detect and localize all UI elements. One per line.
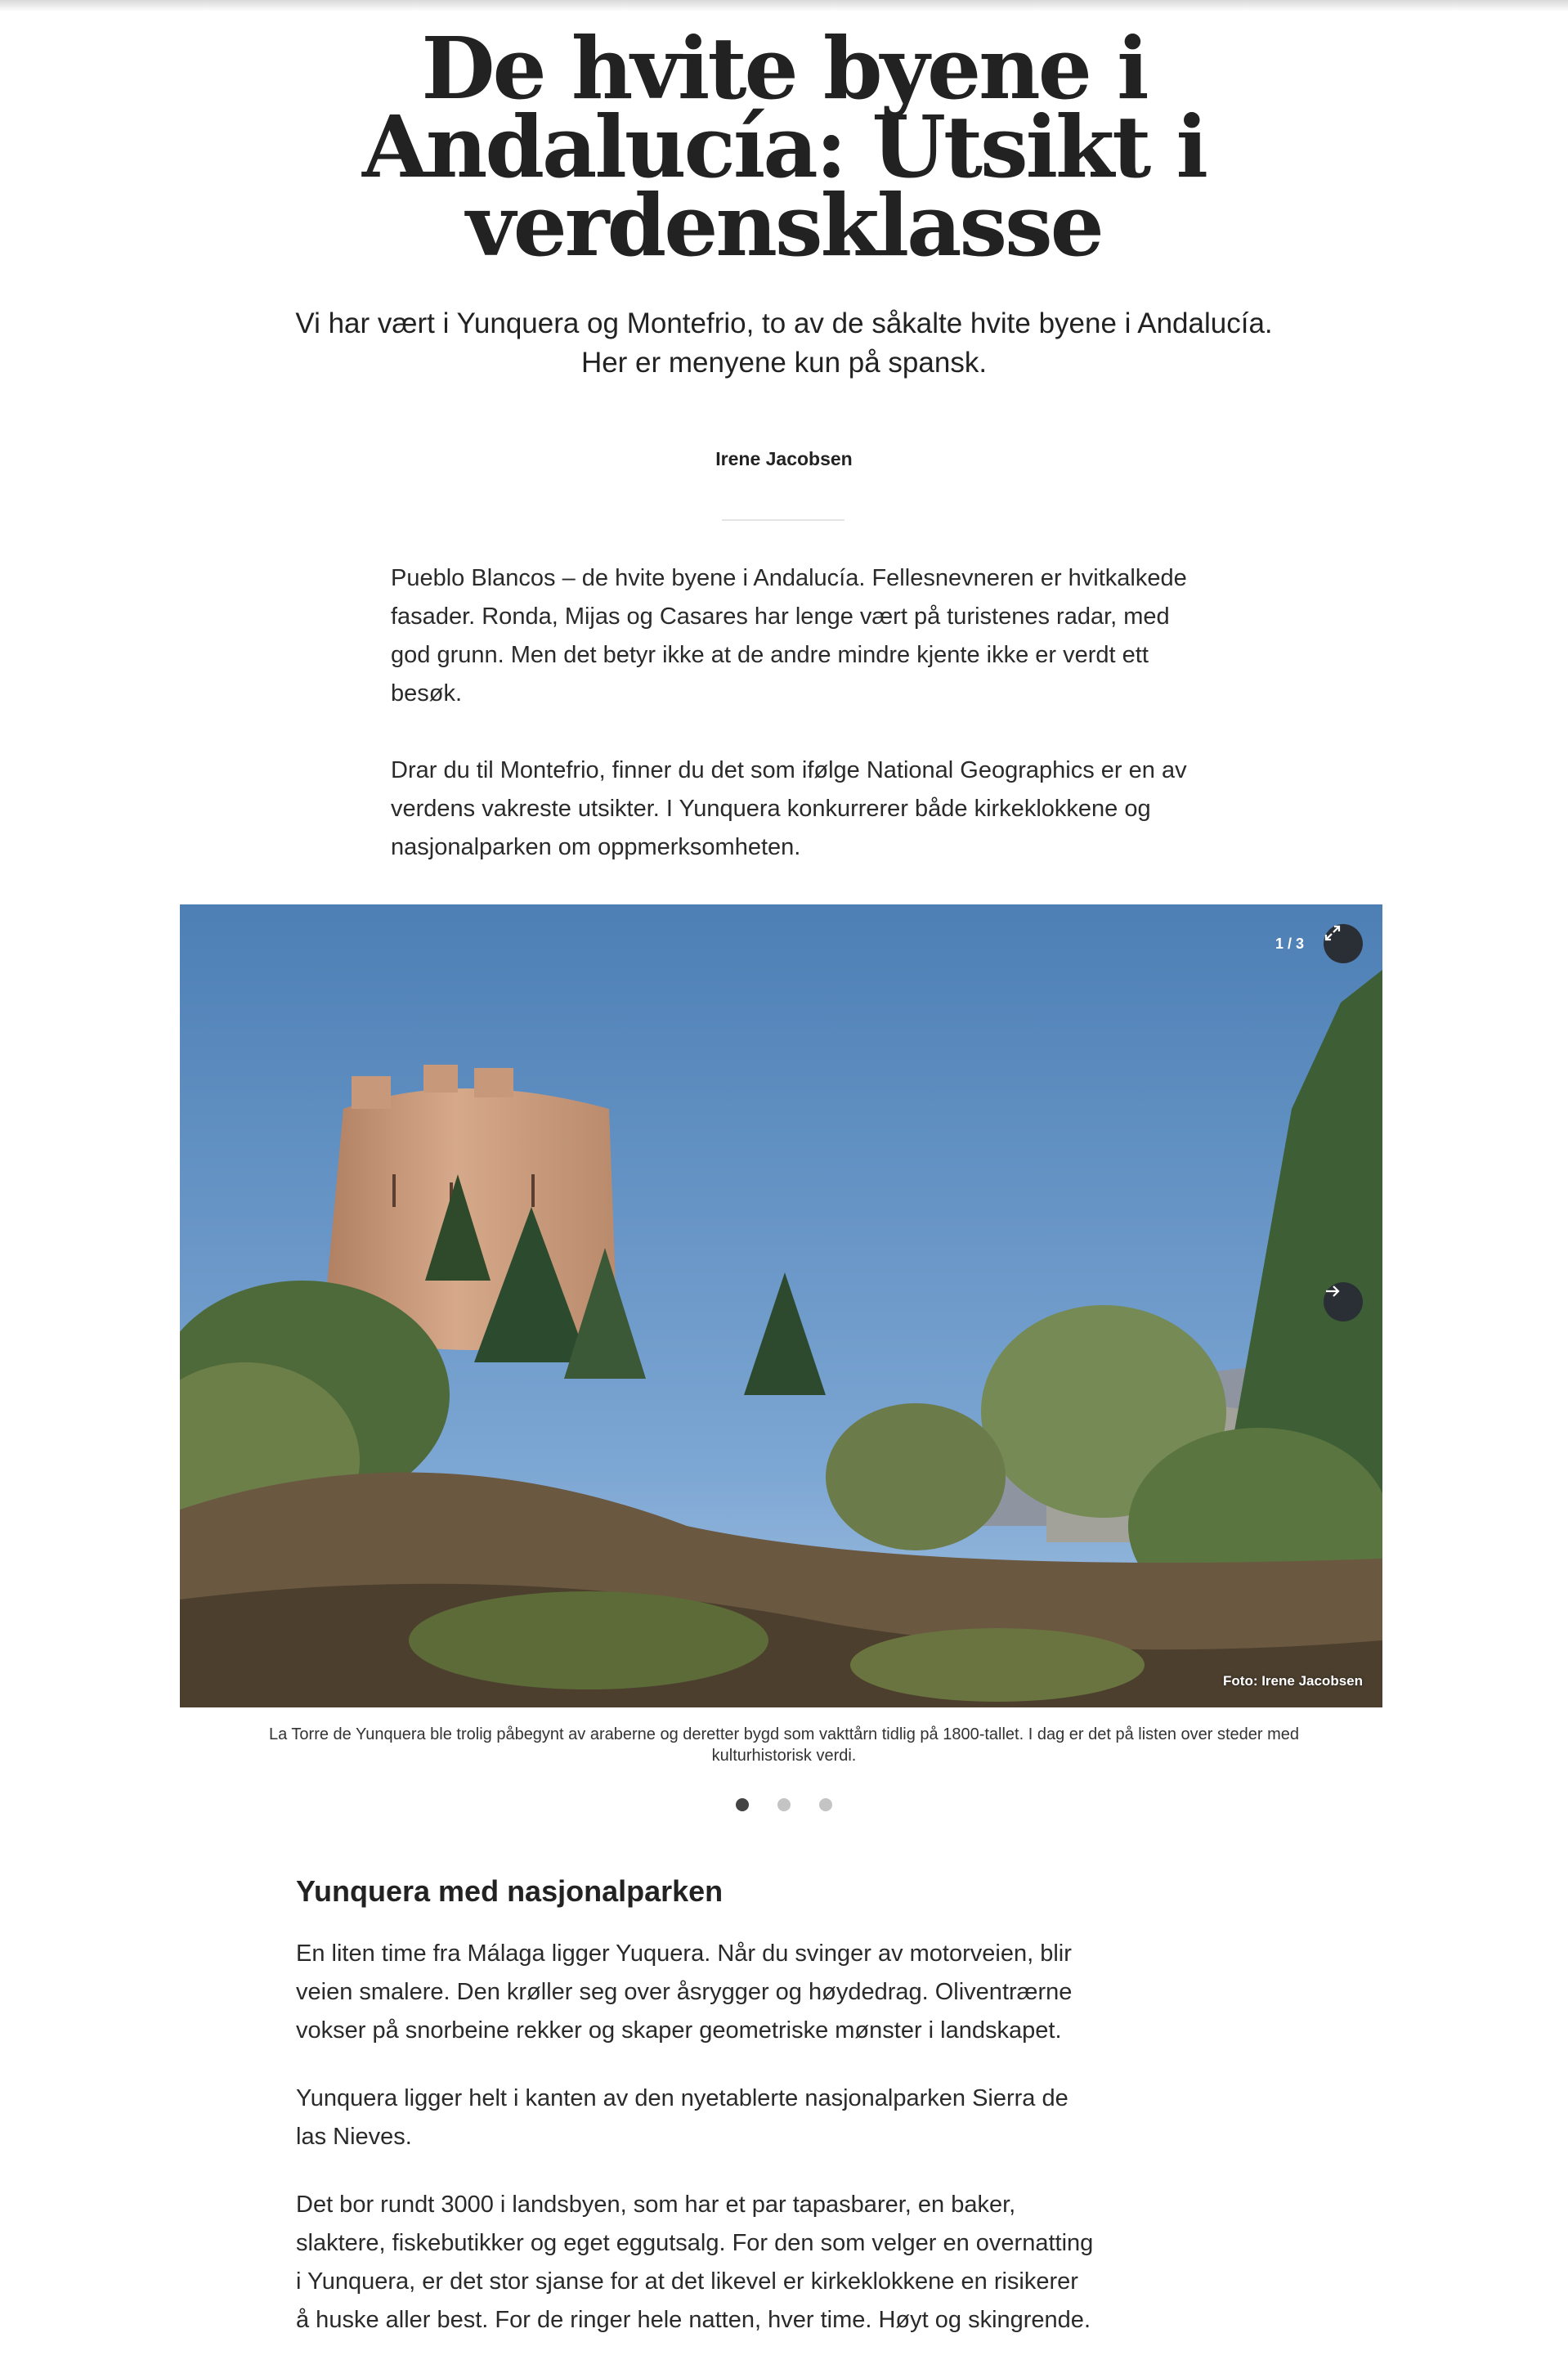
arrow-right-icon (1324, 1282, 1342, 1300)
author-byline[interactable]: Irene Jacobsen (715, 448, 853, 469)
pagination-dot-3[interactable] (819, 1798, 832, 1811)
image-gallery[interactable] (180, 904, 1382, 1707)
gallery-pagination (736, 1798, 832, 1815)
expand-icon (1324, 924, 1342, 942)
pagination-dot-2[interactable] (777, 1798, 791, 1811)
fullscreen-button[interactable] (1324, 924, 1363, 963)
section-heading: Yunquera med nasjonalparken (296, 1874, 724, 1908)
next-slide-button[interactable] (1324, 1282, 1363, 1321)
intro-paragraph: Drar du til Montefrio, finner du det som ifølge National Geographics er en av verdens vakreste utsikter. I Yunquera konkurrerer både kirkeklokkene og nasjonalparken om oppmerksomheten. (391, 757, 1187, 860)
body-paragraph: Yunquera ligger helt i kanten av den nyetablerte nasjonalparken Sierra de las Nieves. (296, 2085, 1068, 2150)
slide-counter: 1 / 3 (1275, 935, 1304, 952)
pagination-dot-1[interactable] (736, 1798, 749, 1811)
body-paragraph: En liten time fra Málaga ligger Yuquera. Når du svinger av motorveien, blir veien smalere. Den krøller seg over åsrygger og høydedrag. Oliventrærne vokser på snorbeine rekker og skaper geometriske mønster i landskapet. (296, 1941, 1073, 2044)
byline-divider (722, 519, 844, 521)
gallery-photo-tower (180, 904, 1382, 1707)
intro-paragraph: Pueblo Blancos – de hvite byene i Andalucía. Fellesnevneren er hvitkalkede fasader. Ronda, Mijas og Casares har lenge vært på turistenes radar, med god grunn. Men det betyr ikke at de andre mindre kjente ikke er verdt ett besøk. (391, 565, 1187, 707)
article-standfirst: Vi har vært i Yunquera og Montefrio, to av de såkalte hvite byene i Andalucía. Her er menyene kun på spansk. (295, 307, 1273, 379)
section-body (296, 1935, 1097, 2369)
photo-credit: Foto: Irene Jacobsen (1223, 1673, 1363, 1689)
top-bar-shadow (0, 0, 1568, 11)
article-intro (391, 559, 1192, 905)
body-paragraph: Det bor rundt 3000 i landsbyen, som har et par tapasbarer, en baker, slaktere, fiskebutikker og eget eggutsalg. For den som velger en overnatting i Yunquera, er det stor sjanse for at det likevel er kirkeklokkene en risikerer å huske aller best. For de ringer hele natten, hver time. Høyt og skingrende. (296, 2192, 1094, 2333)
image-caption: La Torre de Yunquera ble trolig påbegynt av araberne og deretter bygd som vakttårn tidlig på 1800-tallet. I dag er det på listen over steder med kulturhistorisk verdi. (268, 1725, 1300, 1765)
article-headline: De hvite byene i Andalucía: Utsikt i verdensklasse (362, 18, 1206, 276)
